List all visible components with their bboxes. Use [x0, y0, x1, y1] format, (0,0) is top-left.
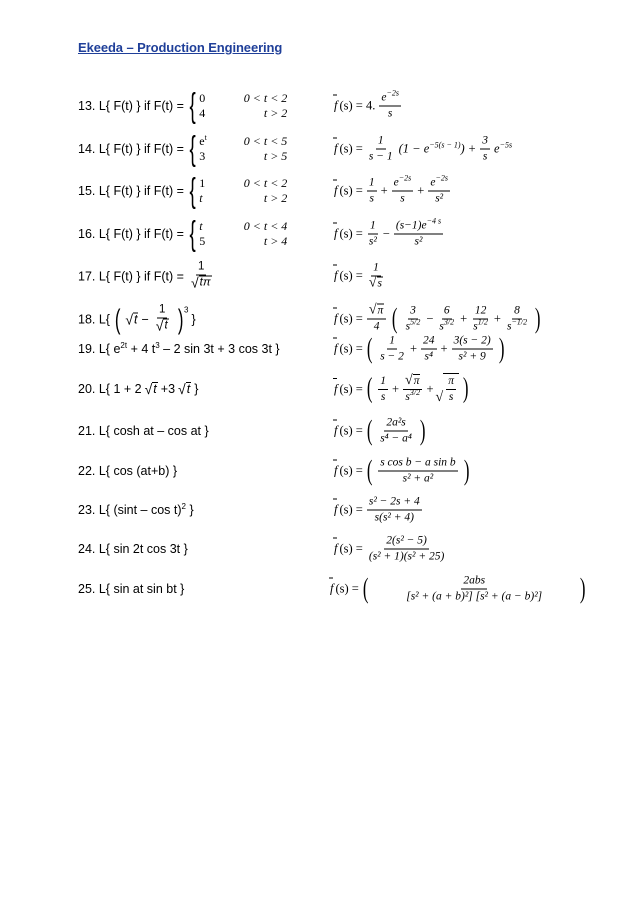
problem-15-question: 15. L{ F(t) } if F(t) = { 1 0 < t < 2 t t > 2: [78, 172, 288, 210]
problem-23: [78, 490, 578, 530]
problem-25-question: 25. L{ sin at sin bt }: [78, 582, 185, 596]
problem-25-answer: f (s) = ( $\frac{\text{2abs}}{\text{[s² + (a + b)²] [s² + (a − b)²]}}$ ): [330, 573, 586, 604]
problem-18-answer: f (s) = √ π 4 ( $\frac{3}{s^{5/2}}$ − $\frac{6}{s^{3/2}}$ + $\frac{12}{s^{1/2}}$ + $\frac{8}{s^{-1/2}}$ ): [334, 302, 541, 334]
problem-16: [78, 214, 578, 254]
problem-22-question: 22. L{ cos (at+b) }: [78, 464, 178, 478]
problem-21: [78, 411, 578, 451]
problem-16-answer: f (s) = $\frac{1}{\text{s²}}$ − $\frac{(s-1)e^{-4 s}}{\text{s²}}$: [334, 216, 442, 248]
problem-14: [78, 129, 578, 169]
piecewise: 1 0 < t < 2 t t > 2: [199, 176, 288, 205]
problem-15-answer: f (s) = $\frac{1}{s}$ + $\frac{e^{-2s}}{s}$ + $\frac{e^{-2s}}{\text{s²}}$: [334, 173, 448, 205]
problem-24-answer: f (s) = $\frac{\text{2(s² − 5)}}{\text{(s² + 1)(s² + 25)}}$: [334, 534, 445, 563]
problem-24-question: 24. L{ sin 2t cos 3t }: [78, 542, 188, 556]
page-header: Ekeeda – Production Engineering: [78, 40, 283, 55]
problem-20-question: 20. L{ 1 + 2 √ t +3 √ t }: [78, 381, 199, 397]
problem-13: [78, 86, 578, 126]
problem-17-answer: f (s) = 1 √ s: [334, 261, 383, 291]
problem-19-answer: f (s) = ( $\frac{1}{s - 2}$ + $\frac{24}{\text{s⁴}}$ + $\frac{3(s - 2)}{\text{s² + 9}}$ ): [334, 333, 505, 364]
problem-22: [78, 451, 578, 491]
problem-19-question: 19. L{ $e^{2t} + 4$ $t^3 - 2$ sin 3t + 3 cos 3t }: [78, 340, 280, 356]
piecewise: t 0 < t < 4 5 t > 4: [199, 219, 288, 248]
piecewise: $e^t$ 0 < t < 5 3 t > 5: [199, 133, 288, 163]
problem-13-question: 13. L{ F(t) } if F(t) = { 0 0 < t < 2 4 t > 2: [78, 87, 288, 125]
problem-14-answer: f (s) = $\frac{1}{s - 1}$ $(1 - e^{-5(s - 1)})$ + $\frac{3}{s}$ $e^{-5s}$: [334, 134, 513, 163]
problem-17-question: 17. L{ F(t) } if F(t) = 1 √ tπ: [78, 260, 211, 291]
problem-21-answer: f (s) = ( $\frac{\text{2a²s}}{\text{s⁴ − a⁴}}$ ): [334, 415, 426, 446]
piecewise: 0 0 < t < 2 4 t > 2: [199, 91, 288, 120]
problem-16-question: 16. L{ F(t) } if F(t) = { t 0 < t < 4 5 t > 4: [78, 215, 288, 253]
problem-17: [78, 256, 578, 296]
problem-13-answer: f (s) = 4. $\frac{e^{-2s}}{s}$: [334, 88, 399, 120]
problem-18-question: 18. L{ ( √ t − 1 √ t ) 3 }: [78, 303, 196, 334]
problem-23-question: 23. L{ (sint – cos t)$^2$ }: [78, 501, 194, 517]
problem-25: [78, 569, 586, 609]
problem-24: [78, 529, 578, 569]
problem-22-answer: f (s) = ( $\frac{\text{s cos b − a sin b}}{\text{s² + a²}}$ ): [334, 455, 470, 486]
problem-14-question: 14. L{ F(t) } if F(t) = { $e^t$ 0 < t < 5 3 t > 5: [78, 130, 288, 168]
problem-21-question: 21. L{ cosh at – cos at }: [78, 424, 209, 438]
problem-20: [78, 369, 578, 409]
problem-19: [78, 329, 578, 369]
problem-23-answer: f (s) = $\frac{\text{s² − 2s + 4}}{\text{s(s² + 4)}}$: [334, 495, 420, 524]
problem-20-answer: f (s) = ( $\frac{1}{s}$ + √ π $s^{3/2}$ + √ $\frac{\pi}{s}$ ): [334, 372, 469, 405]
problem-15: [78, 171, 578, 211]
